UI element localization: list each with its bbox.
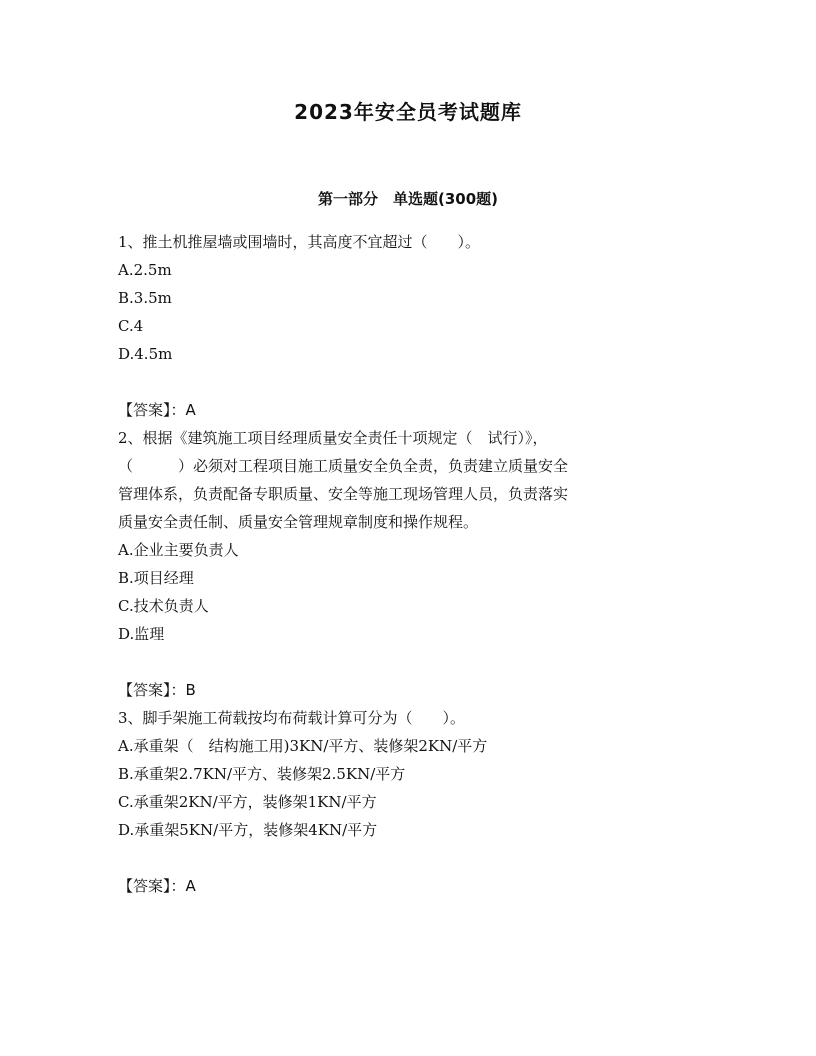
option-c: C.承重架2KN/平方，装修架1KN/平方 [118,793,377,811]
spacer [118,648,698,676]
question-list [118,228,698,900]
option-c: C.4 [118,317,144,335]
spacer [118,844,698,872]
question-stem: 3、脚手架施工荷载按均布荷载计算可分为（ ）。 [118,709,466,727]
option-b: B.3.5m [118,289,172,307]
option-a: A.2.5m [118,261,172,279]
question-2 [118,424,698,704]
section-title: 第一部分 单选题(300题) [317,190,499,208]
option-c: C.技术负责人 [118,597,209,615]
option-d: D.监理 [118,625,165,643]
question-3 [118,704,698,900]
spacer [118,368,698,396]
answer-label: 【答案】：A [118,401,196,419]
option-d: D.承重架5KN/平方，装修架4KN/平方 [118,821,378,839]
question-stem-line: （ ）必须对工程项目施工质量安全负全责，负责建立质量安全 [118,457,569,475]
question-1 [118,228,698,424]
answer-label: 【答案】：B [118,681,196,699]
option-b: B.承重架2.7KN/平方、装修架2.5KN/平方 [118,765,406,783]
option-d: D.4.5m [118,345,173,363]
answer-label: 【答案】：A [118,877,196,895]
question-stem-line: 2、根据《建筑施工项目经理质量安全责任十项规定（ 试行）》， [118,429,548,447]
question-stem: 1、推土机推屋墙或围墙时，其高度不宜超过（ ）。 [118,233,481,251]
question-stem-line: 质量安全责任制、质量安全管理规章制度和操作规程。 [118,513,479,531]
option-a: A.企业主要负责人 [118,541,239,559]
question-stem-line: 管理体系，负责配备专职质量、安全等施工现场管理人员，负责落实 [118,485,569,503]
option-a: A.承重架（ 结构施工用)3KN/平方、装修架2KN/平方 [118,737,488,755]
page-title: 2023年安全员考试题库 [294,100,522,124]
option-b: B.项目经理 [118,569,194,587]
